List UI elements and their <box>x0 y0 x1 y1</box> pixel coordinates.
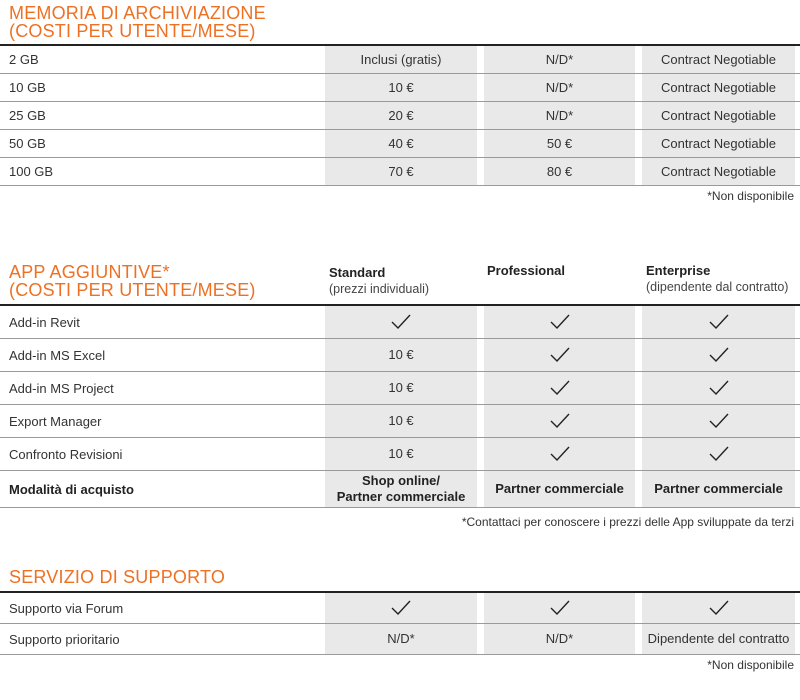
storage-cell-col3: Contract Negotiable <box>642 74 795 101</box>
storage-cell-col1: 10 € <box>325 74 477 101</box>
apps-cell-col2 <box>484 438 635 470</box>
checkmark-icon <box>549 412 571 430</box>
storage-cell-col3: Contract Negotiable <box>642 46 795 73</box>
checkmark-icon <box>549 445 571 463</box>
apps-cell-col1: 10 € <box>325 438 477 470</box>
col-header-enterprise-sub: (dipendente dal contratto) <box>646 280 789 294</box>
storage-section-title: MEMORIA DI ARCHIVIAZIONE (COSTI PER UTENTE/MESE) <box>9 3 266 41</box>
storage-row <box>0 130 800 158</box>
apps-cell-col1: 10 € <box>325 339 477 371</box>
col-header-enterprise-name: Enterprise <box>646 263 711 278</box>
apps-cell-col3 <box>642 405 795 437</box>
checkmark-icon <box>390 313 412 331</box>
apps-cell-col2 <box>484 405 635 437</box>
checkmark-icon <box>708 445 730 463</box>
storage-row-label: 50 GB <box>9 136 46 151</box>
storage-row-label: 2 GB <box>9 52 39 67</box>
purchase-mode-cell-col1: Shop online/ Partner commerciale <box>325 471 477 507</box>
apps-row-label: Confronto Revisioni <box>9 446 123 462</box>
apps-cell-col3 <box>642 372 795 404</box>
storage-cell-col1: Inclusi (gratis) <box>325 46 477 73</box>
storage-row <box>0 74 800 102</box>
support-cell-col1 <box>325 593 477 623</box>
apps-row <box>0 438 800 471</box>
checkmark-icon <box>708 313 730 331</box>
apps-section-title: APP AGGIUNTIVE* (COSTI PER UTENTE/MESE) <box>9 262 256 300</box>
storage-cell-col3: Contract Negotiable <box>642 102 795 129</box>
storage-cell-col3: Contract Negotiable <box>642 158 795 185</box>
support-footnote: *Non disponibile <box>707 658 794 672</box>
storage-row <box>0 102 800 130</box>
apps-cell-col3 <box>642 306 795 338</box>
checkmark-icon <box>708 346 730 364</box>
apps-cell-col1 <box>325 306 477 338</box>
apps-cell-col1: 10 € <box>325 405 477 437</box>
storage-cell-col2: 50 € <box>484 130 635 157</box>
support-section-title: SERVIZIO DI SUPPORTO <box>9 567 226 587</box>
col-header-professional-name: Professional <box>487 263 566 278</box>
apps-cell-col2 <box>484 306 635 338</box>
checkmark-icon <box>549 313 571 331</box>
purchase-mode-label: Modalità di acquisto <box>9 481 134 497</box>
storage-cell-col3: Contract Negotiable <box>642 130 795 157</box>
col-header-enterprise <box>646 263 788 295</box>
support-row <box>0 593 800 624</box>
col-header-standard <box>329 265 429 297</box>
apps-row <box>0 405 800 438</box>
support-row <box>0 624 800 655</box>
storage-row <box>0 158 800 186</box>
storage-cell-col2: N/D* <box>484 102 635 129</box>
support-cell-col3: Dipendente del contratto <box>642 624 795 654</box>
purchase-mode-cell-col3: Partner commerciale <box>642 471 795 507</box>
apps-row <box>0 372 800 405</box>
checkmark-icon <box>708 412 730 430</box>
apps-cell-col2 <box>484 372 635 404</box>
apps-cell-col1: 10 € <box>325 372 477 404</box>
checkmark-icon <box>708 379 730 397</box>
storage-row-label: 100 GB <box>9 164 54 179</box>
checkmark-icon <box>549 379 571 397</box>
checkmark-icon <box>390 599 412 617</box>
storage-row-label: 10 GB <box>9 80 46 95</box>
storage-footnote: *Non disponibile <box>707 189 794 203</box>
col-header-standard-name: Standard <box>329 265 386 280</box>
storage-cell-col1: 40 € <box>325 130 477 157</box>
apps-footnote: *Contattaci per conoscere i prezzi delle App sviluppate da terzi <box>461 515 794 529</box>
support-cell-col2: N/D* <box>484 624 635 654</box>
support-row-label: Supporto prioritario <box>9 631 120 647</box>
support-row-label: Supporto via Forum <box>9 600 124 616</box>
storage-cell-col2: 80 € <box>484 158 635 185</box>
checkmark-icon <box>708 599 730 617</box>
storage-row-label: 25 GB <box>9 108 46 123</box>
apps-cell-col2 <box>484 339 635 371</box>
col-header-professional <box>487 263 565 279</box>
storage-row <box>0 46 800 74</box>
storage-cell-col1: 20 € <box>325 102 477 129</box>
apps-row-label: Add-in MS Project <box>9 380 114 396</box>
purchase-mode-row <box>0 471 800 508</box>
apps-cell-col3 <box>642 339 795 371</box>
apps-row <box>0 306 800 339</box>
support-cell-col3 <box>642 593 795 623</box>
apps-row-label: Export Manager <box>9 413 102 429</box>
apps-row-label: Add-in MS Excel <box>9 347 106 363</box>
checkmark-icon <box>549 346 571 364</box>
support-cell-col2 <box>484 593 635 623</box>
checkmark-icon <box>549 599 571 617</box>
purchase-mode-cell-col2: Partner commerciale <box>484 471 635 507</box>
support-cell-col1: N/D* <box>325 624 477 654</box>
storage-cell-col1: 70 € <box>325 158 477 185</box>
storage-cell-col2: N/D* <box>484 74 635 101</box>
apps-row-label: Add-in Revit <box>9 314 80 330</box>
apps-row <box>0 339 800 372</box>
storage-cell-col2: N/D* <box>484 46 635 73</box>
col-header-standard-sub: (prezzi individuali) <box>329 282 430 296</box>
apps-cell-col3 <box>642 438 795 470</box>
